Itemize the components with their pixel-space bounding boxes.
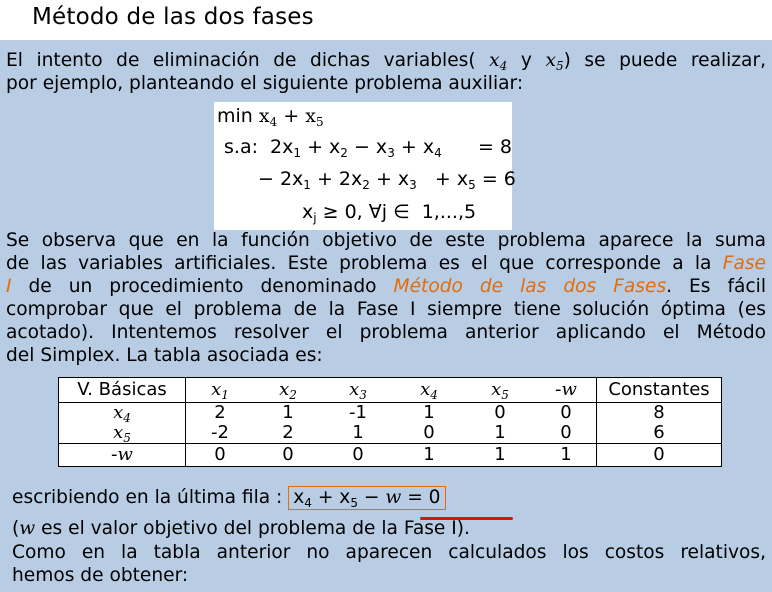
- col-header: -w: [536, 378, 597, 403]
- nonnegativity: $x_j \ge 0$, ∀j ∈ 1,...,5: [302, 201, 477, 225]
- intro-text: El intento de eliminación de dichas variables(: [6, 50, 476, 71]
- slide-title: Método de las dos fases: [32, 4, 314, 30]
- para3-line-3: hemos de obtener:: [12, 565, 189, 586]
- col-header: V. Básicas: [59, 378, 186, 403]
- col-header: Constantes: [597, 378, 722, 403]
- para2-line-2: de las variables artificiales. Este problema es el que corresponde a la Fase: [6, 253, 766, 274]
- method-name: Método de las dos Fases: [393, 276, 667, 297]
- para3-line-1: (w es el valor objetivo del problema de la Fase I).: [12, 518, 470, 539]
- constraint-2: − $2x_1 + 2x_2 + x_3 + x_5 = 6$: [258, 168, 516, 192]
- phase-link: Fase: [722, 253, 766, 274]
- col-header: $x_3$: [322, 378, 394, 403]
- objective: $\min x_4 + x_5$: [217, 105, 324, 129]
- col-header: $x_2$: [254, 378, 322, 403]
- intro-line-1: [6, 50, 766, 72]
- table-row: $x_4$ 2 1 -1 1 0 0 8: [59, 403, 722, 424]
- col-header: $x_4$: [394, 378, 464, 403]
- para2-line-5: acotado). Intentemos resolver el problema anterior aplicando el Método: [6, 322, 766, 343]
- simplex-tableau: [58, 377, 722, 467]
- para3-line-2: Como en la tabla anterior no aparecen calculados los costos relativos,: [12, 542, 766, 563]
- col-header: $x_1$: [186, 378, 255, 403]
- para2-line-4: comprobar que el problema de la Fase I siempre tiene solución óptima (es: [6, 299, 766, 320]
- title-bar: [0, 0, 772, 40]
- and-word: y: [520, 50, 532, 71]
- var-x4: $x_4$: [489, 50, 508, 73]
- table-header-row: [59, 378, 722, 403]
- constraint-1: s.a: $2x_1 + x_2 - x_3 + x_4$ = 8: [224, 136, 513, 160]
- table-row: -w 0 0 0 1 1 1 0: [59, 444, 722, 467]
- content-panel: [0, 40, 772, 592]
- para2-line-3: I de un procedimiento denominado Método de las dos Fases. Es fácil: [6, 276, 766, 297]
- equation-box: $x_4 + x_5 - w = 0$: [288, 486, 445, 510]
- var-x5: $x_5$: [545, 50, 564, 73]
- para2-line-1: Se observa que en la función objetivo de este problema aparece la suma: [6, 230, 766, 251]
- para2-line-6: del Simplex. La tabla asociada es:: [6, 345, 323, 366]
- col-header: $x_5$: [464, 378, 536, 403]
- intro-end: ) se puede realizar,: [563, 50, 766, 71]
- intro-line-2: por ejemplo, planteando el siguiente problema auxiliar:: [6, 73, 524, 94]
- auxiliary-problem: [214, 102, 516, 230]
- last-row-note: escribiendo en la última fila : $x_4 + x_5 - w = 0$: [12, 486, 772, 510]
- table-row: $x_5$ -2 2 1 0 1 0 6: [59, 423, 722, 444]
